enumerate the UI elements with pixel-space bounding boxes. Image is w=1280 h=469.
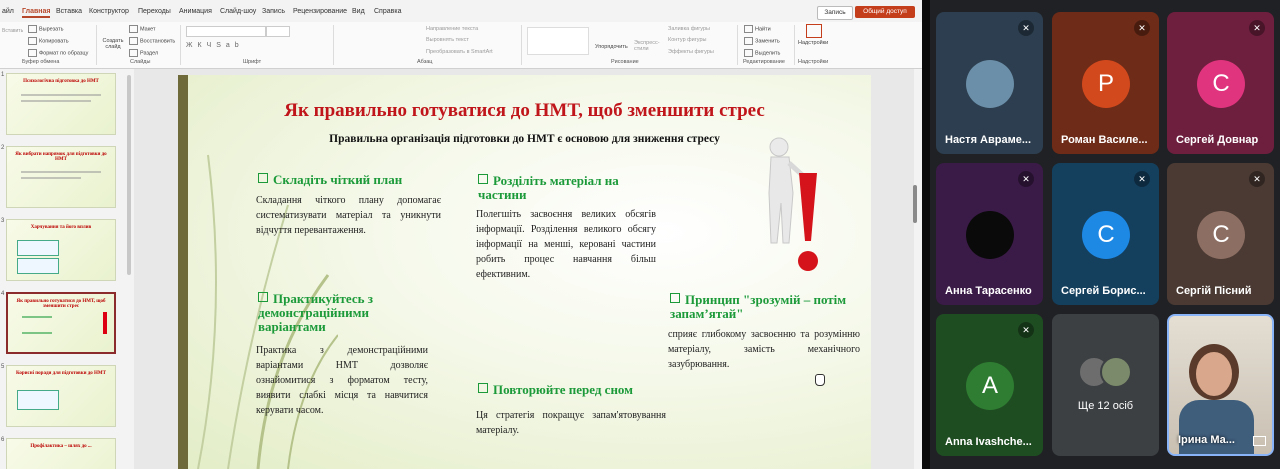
checkbox-icon [478, 174, 488, 184]
avatar [1100, 356, 1132, 388]
share-button[interactable]: Общий доступ [855, 6, 915, 18]
thumb-number: 1 [1, 72, 5, 78]
point-1-heading: Складіть чіткий план [258, 173, 438, 187]
smartart-button[interactable]: Преобразовать в SmartArt [426, 49, 493, 55]
mouse-cursor [815, 374, 825, 386]
avatar: C [1197, 211, 1245, 259]
tab-home[interactable]: Главная [22, 8, 51, 15]
quick-styles-button[interactable]: Экспресс-стили [634, 40, 660, 52]
ribbon-tabs [0, 0, 922, 22]
font-group-label: Шрифт [243, 59, 262, 65]
point-2-text: Полегшіть засвоєння великих обсягів інформації. Розділення великого обсягу інформації на менші, керовані частини робить процес навчання більш ефективним. [476, 209, 656, 280]
drawing-group-label: Рисование [611, 59, 639, 65]
slide-thumbnail-6[interactable] [6, 438, 116, 469]
new-slide-button[interactable]: Создать слайд [102, 38, 124, 50]
participant-tile[interactable] [1052, 12, 1159, 154]
participant-tile[interactable] [936, 12, 1043, 154]
thumb-title: Як вибрати напрямок для підготовки до НМТ [15, 152, 107, 162]
checkbox-icon [258, 173, 268, 183]
replace-button[interactable]: Заменить [744, 37, 780, 45]
format-painter-button[interactable]: Формат по образцу [28, 49, 88, 57]
thumb-title: Як правильно готуватися до НМТ, щоб зменшити стрес [16, 299, 106, 309]
checkbox-icon [478, 383, 488, 393]
tab-design[interactable]: Конструктор [89, 8, 129, 15]
editing-group-label: Редактирование [743, 59, 785, 65]
window-divider [922, 0, 930, 469]
tab-view[interactable]: Вид [352, 8, 365, 15]
slide-thumbnail-4[interactable] [6, 292, 116, 354]
participant-name: Роман Василе... [1061, 134, 1148, 146]
slide-scrollbar[interactable] [913, 185, 917, 223]
replace-icon [744, 37, 753, 45]
participant-tile[interactable] [1052, 163, 1159, 305]
text-direction-button[interactable]: Направление текста [426, 26, 479, 32]
slide-thumbnails-pane [0, 69, 134, 469]
record-button[interactable]: Запись [817, 6, 853, 20]
mic-off-icon: ✕ [1134, 171, 1150, 187]
slide-title: Як правильно готуватися до НМТ, щоб зменшити стрес [284, 100, 765, 121]
participant-name: Ірина Ма... [1178, 434, 1235, 446]
thumb-title: Психологічна підготовка до НМТ [23, 79, 99, 84]
participant-name: Анна Тарасенко [945, 285, 1032, 297]
reset-button[interactable]: Восстановить [129, 37, 175, 45]
font-size-box[interactable] [266, 26, 290, 37]
participant-name: Настя Авраме... [945, 134, 1032, 146]
slide-thumbnail-1[interactable] [6, 73, 116, 135]
current-slide[interactable] [178, 75, 871, 469]
point-4-text: сприяє глибокому засвоєнню та розумінню матеріалу, замість механічного зазубрювання. [668, 329, 860, 370]
section-button[interactable]: Раздел [129, 49, 158, 57]
addins-button[interactable]: Надстройки [798, 40, 829, 46]
participant-tile[interactable] [936, 163, 1043, 305]
mic-off-icon: ✕ [1018, 171, 1034, 187]
point-3-heading: Практикуйтесь з демонстраційними варіантами [258, 291, 373, 334]
slides-group-label: Слайды [130, 59, 151, 65]
participant-name: Anna Ivashche... [945, 436, 1032, 448]
reset-icon [129, 37, 138, 45]
point-2-heading: Розділіть матеріал на частини [478, 173, 619, 202]
layout-button[interactable]: Макет [129, 25, 156, 33]
shape-effects-button[interactable]: Эффекты фигуры [668, 49, 714, 55]
tab-transitions[interactable]: Переходы [138, 8, 171, 15]
mic-off-icon: ✕ [1134, 20, 1150, 36]
tab-insert[interactable]: Вставка [56, 8, 83, 15]
clipboard-group-label: Буфер обмена [22, 59, 60, 65]
thumb-number: 5 [1, 364, 5, 370]
participant-tile[interactable] [936, 314, 1043, 456]
slide-thumbnail-3[interactable] [6, 219, 116, 281]
addins-group-label: Надстройки [798, 59, 829, 65]
select-icon [744, 49, 753, 57]
layout-icon [129, 25, 138, 33]
tab-slideshow[interactable]: Слайд-шоу [220, 8, 257, 15]
participant-tile[interactable] [1167, 163, 1274, 305]
align-text-button[interactable]: Выровнять текст [426, 37, 469, 43]
avatar: C [1082, 211, 1130, 259]
tab-review[interactable]: Рецензирование [293, 8, 348, 15]
paragraph-group-label: Абзац [417, 59, 433, 65]
avatar: P [1082, 60, 1130, 108]
slide-thumbnail-2[interactable] [6, 146, 116, 208]
slide-subtitle: Правильна організація підготовки до НМТ є основою для зниження стресу [329, 133, 720, 145]
shape-outline-button[interactable]: Контур фигуры [668, 37, 707, 43]
person-exclamation-illustration [761, 133, 831, 273]
scissors-icon [28, 25, 37, 33]
arrange-button[interactable]: Упорядочить [595, 44, 628, 50]
participant-name: Сергій Пісний [1176, 285, 1252, 297]
point-4-heading: Принцип "зрозумій – потім запам’ятай" [670, 292, 847, 321]
thumb-number: 2 [1, 145, 5, 151]
thumb-title: Профілактика – шлях до ... [30, 444, 92, 449]
avatar: A [966, 362, 1014, 410]
pip-icon[interactable] [1253, 436, 1266, 446]
slide-thumbnail-5[interactable] [6, 365, 116, 427]
checkbox-icon [258, 292, 268, 302]
mic-off-icon: ✕ [1018, 322, 1034, 338]
shape-fill-button[interactable]: Заливка фигуры [668, 26, 711, 32]
mic-off-icon: ✕ [1249, 171, 1265, 187]
thumb-number: 6 [1, 437, 5, 443]
point-3-text: Практика з демонстраційними варіантами НМТ дозволяє ознайомитися з форматом тесту, виявити слабкі місця та навчитися керувати часом. [256, 345, 428, 416]
point-1-text: Складання чіткого плану допомагає систематизувати матеріал та уникнути відчуття перевантаження. [256, 195, 441, 236]
thumb-title: Харчування та його вплив [30, 225, 92, 230]
participant-tile-self-video[interactable] [1167, 314, 1274, 456]
avatar [966, 211, 1014, 259]
participant-tile[interactable] [1167, 12, 1274, 154]
tab-help[interactable]: Справка [374, 8, 402, 15]
shapes-gallery[interactable] [527, 27, 589, 55]
thumb-title: Корисні поради для підготовки до НМТ [16, 371, 106, 376]
thumbnail-scrollbar[interactable] [127, 75, 131, 275]
mic-off-icon: ✕ [1018, 20, 1034, 36]
ribbon-home [0, 22, 922, 69]
copy-icon [28, 37, 37, 45]
checkbox-icon [670, 293, 680, 303]
paste-button[interactable]: Вставить [2, 28, 24, 34]
font-name-box[interactable] [186, 26, 266, 37]
participant-name: Сергей Довнар [1176, 134, 1259, 146]
section-icon [129, 49, 138, 57]
copy-button[interactable]: Копировать [28, 37, 69, 45]
search-icon [744, 25, 753, 33]
avatar [966, 60, 1014, 108]
avatar: C [1197, 60, 1245, 108]
select-button[interactable]: Выделить [744, 49, 780, 57]
point-5-text: Ця стратегія покращує запам'ятовування матеріалу. [476, 410, 666, 436]
tab-file[interactable]: айл [2, 8, 14, 15]
participant-name: Сергей Борис... [1061, 285, 1146, 297]
find-button[interactable]: Найти [744, 25, 771, 33]
cut-button[interactable]: Вырезать [28, 25, 63, 33]
thumb-number: 4 [1, 291, 5, 297]
tab-animation[interactable]: Анимация [179, 8, 212, 15]
more-participants-tile[interactable] [1052, 314, 1159, 456]
brush-icon [28, 49, 37, 57]
more-participants-label: Ще 12 осіб [1077, 400, 1134, 412]
addins-icon [806, 24, 822, 38]
point-5-heading: Повторюйте перед сном [478, 383, 678, 397]
mic-off-icon: ✕ [1249, 20, 1265, 36]
meeting-participants-panel [930, 0, 1280, 469]
thumb-number: 3 [1, 218, 5, 224]
tab-record[interactable]: Запись [262, 8, 285, 15]
font-format-buttons[interactable]: ЖКЧSab [186, 42, 244, 49]
